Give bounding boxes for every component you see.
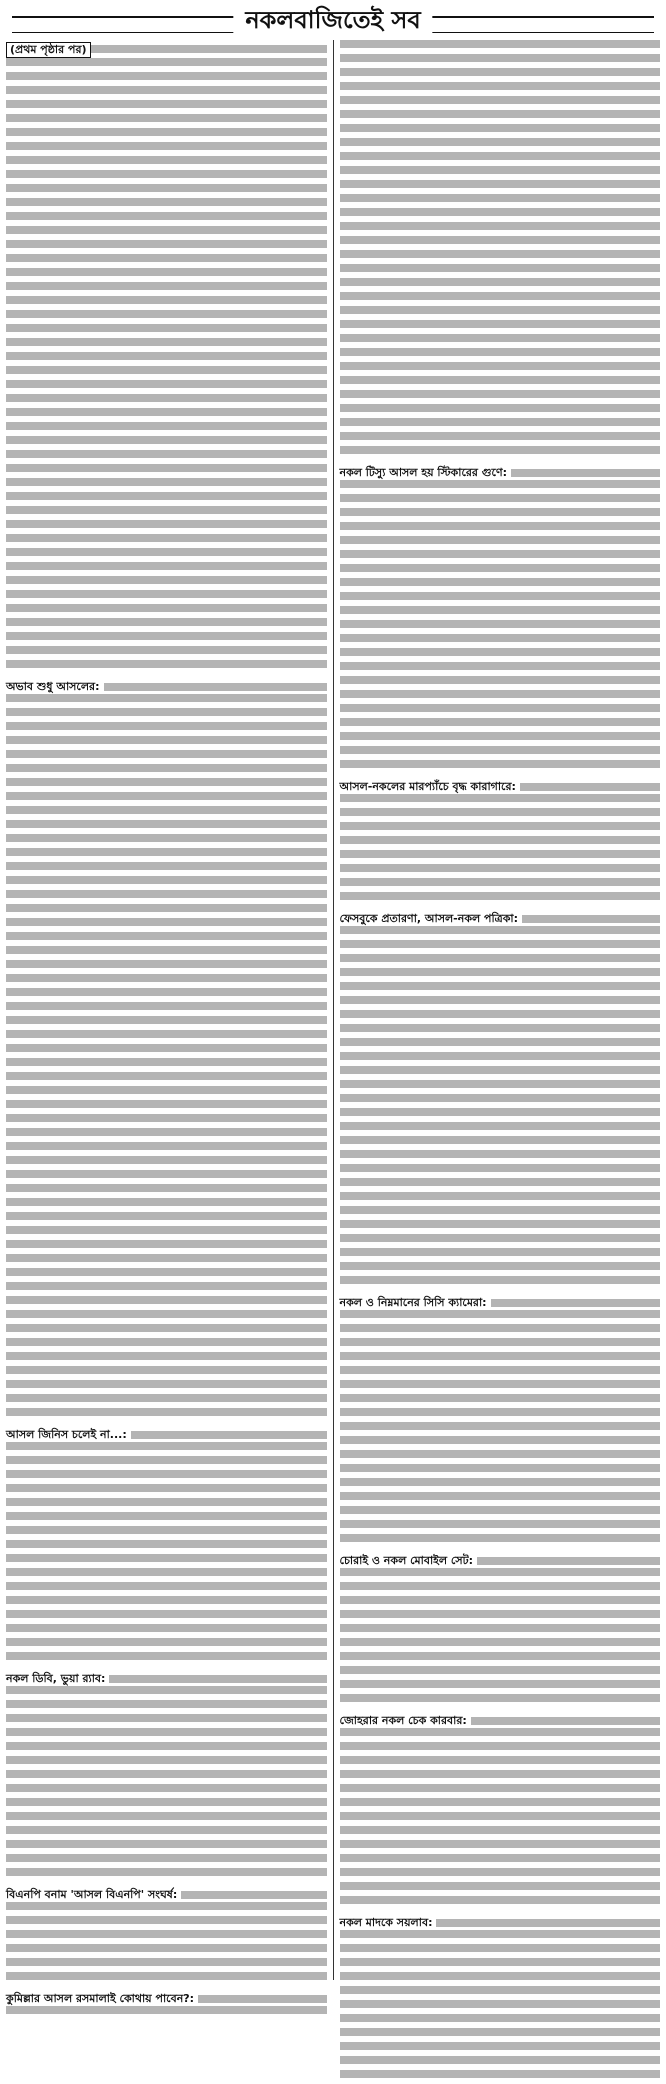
body-text [6, 1902, 327, 1986]
body-text [340, 1728, 661, 1910]
section-lead-line [340, 1712, 661, 1728]
section-lead: জোহরার নকল চেক কারবার: [340, 1714, 471, 1728]
article-section [6, 1670, 327, 1882]
section-lead: নকল ডিবি, ভুয়া র‌্যাব: [6, 1672, 109, 1686]
section-lead: কুমিল্লার আসল রসমালাই কোথায় পাবেন?: [6, 1992, 198, 2006]
headline: নকলবাজিতেই সব [233, 2, 432, 42]
section-lead-line [6, 1670, 327, 1686]
body-text-line [471, 1717, 660, 1725]
body-text-line [104, 683, 327, 691]
body-text [340, 1930, 661, 2084]
body-text-line [491, 1299, 660, 1307]
section-lead-line [340, 910, 661, 926]
body-text-line [109, 1675, 326, 1683]
article-section [6, 40, 327, 674]
section-lead: আসল জিনিস চলেই না...: [6, 1428, 131, 1442]
section-lead-line [6, 678, 327, 694]
section-lead-line [6, 1886, 327, 1902]
article-section [6, 1990, 327, 2020]
article-section [340, 778, 661, 906]
body-text [340, 794, 661, 906]
article-section [340, 910, 661, 1290]
article-section [340, 40, 661, 460]
section-lead-line [6, 40, 327, 58]
article-section [340, 464, 661, 774]
body-text [6, 694, 327, 1422]
section-lead-line [340, 778, 661, 794]
section-lead-line [340, 1914, 661, 1930]
body-text [6, 58, 327, 674]
article-section [6, 678, 327, 1422]
section-lead: নকল মাদকে সয়লাব: [340, 1916, 437, 1930]
article-columns [6, 40, 660, 2005]
section-lead: নকল ও নিম্নমানের সিসি ক্যামেরা: [340, 1296, 491, 1310]
body-text-line [511, 469, 660, 477]
article-section [340, 1294, 661, 1548]
section-lead-line [6, 1990, 327, 2006]
body-text [340, 1310, 661, 1548]
body-text [6, 1686, 327, 1882]
section-lead: (প্রথম পৃষ্ঠার পর) [6, 42, 91, 58]
section-lead: নকল টিস্যু আসল হয় স্টিকারের গুণে: [340, 466, 512, 480]
left-column [6, 40, 327, 2005]
body-text [6, 1442, 327, 1666]
article-section [340, 1712, 661, 1910]
body-text-line [181, 1891, 326, 1899]
body-text [340, 480, 661, 774]
article-section [340, 1552, 661, 1708]
right-column [340, 40, 661, 1980]
body-text [340, 1568, 661, 1708]
body-text-line [91, 45, 327, 53]
body-text-line [198, 1995, 326, 2003]
section-lead-line [340, 1294, 661, 1310]
body-text-line [477, 1557, 660, 1565]
body-text [340, 926, 661, 1290]
article-section [340, 1914, 661, 2084]
article-section [6, 1426, 327, 1666]
article-section [6, 1886, 327, 1986]
masthead [6, 0, 660, 34]
section-lead-line [340, 1552, 661, 1568]
body-text-line [131, 1431, 327, 1439]
section-lead-line [6, 1426, 327, 1442]
section-lead: অভাব শুধু আসলের: [6, 680, 104, 694]
section-lead: চোরাই ও নকল মোবাইল সেট: [340, 1554, 478, 1568]
body-text-line [522, 915, 660, 923]
section-lead: ফেসবুকে প্রতারণা, আসল-নকল পত্রিকা: [340, 912, 523, 926]
body-text-line [436, 1919, 660, 1927]
section-lead-line [340, 464, 661, 480]
column-divider [333, 40, 334, 1980]
section-lead: বিএনপি বনাম 'আসল বিএনপি' সংঘর্ষ: [6, 1888, 181, 1902]
body-text [6, 2006, 327, 2020]
body-text-line [520, 783, 660, 791]
section-lead: আসল-নকলের মারপ্যাঁচে বৃদ্ধ কারাগারে: [340, 780, 520, 794]
body-text [340, 40, 661, 460]
